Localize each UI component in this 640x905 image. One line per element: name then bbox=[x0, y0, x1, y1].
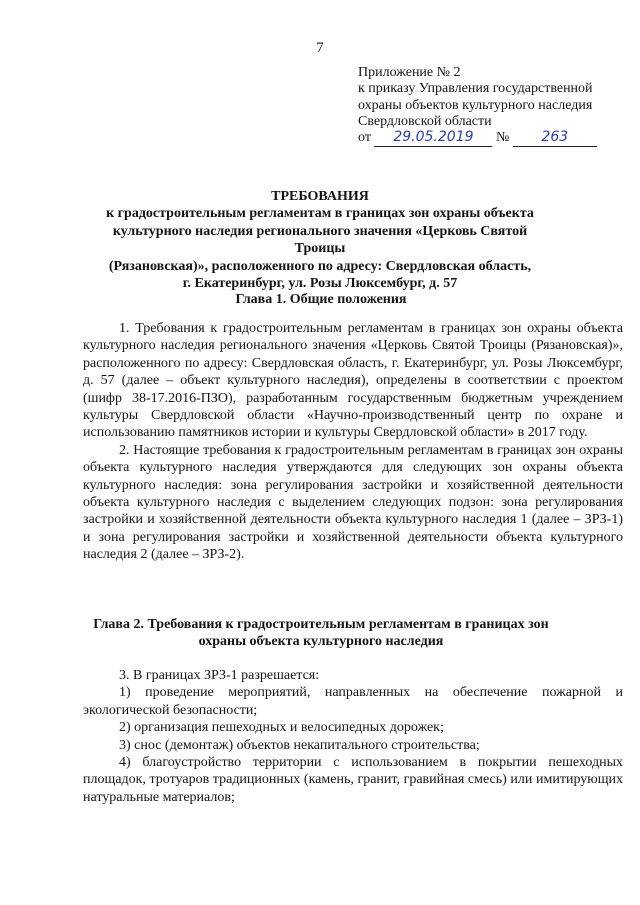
annex-line: Приложение № 2 bbox=[358, 65, 461, 80]
annex-line: охраны объектов культурного наследия bbox=[358, 97, 593, 113]
chapter2-heading-line: Глава 2. Требования к градостроительным регламентам в границах зон bbox=[93, 617, 549, 632]
title-heading: ТРЕБОВАНИЯ bbox=[271, 189, 369, 204]
handwritten-number: 263 bbox=[541, 129, 569, 146]
title-line: г. Екатеринбург, ул. Розы Люксембург, д. 57 bbox=[182, 276, 458, 292]
title-line: (Рязановская)», расположенного по адресу: Свердловская область, bbox=[108, 258, 532, 274]
list-item: 3) снос (демонтаж) объектов некапитального строительства; bbox=[119, 737, 480, 753]
list-item: 4) благоустройство территории с использованием в покрытии пешеходных площадок, тротуаров традиционных (камень, гранит, гравийная смесь) или имитирующих натуральные материалов; bbox=[83, 755, 623, 805]
date-field bbox=[374, 130, 492, 147]
list-item: 2) организация пешеходных и велосипедных дорожек; bbox=[119, 720, 444, 736]
number-field bbox=[513, 130, 597, 147]
chapter1-body bbox=[83, 320, 623, 564]
list-item: 1) проведение мероприятий, направленных на обеспечение пожарной и экологической безопасности; bbox=[83, 685, 623, 718]
number-prefix: № bbox=[495, 130, 510, 146]
annex-date-line bbox=[358, 130, 628, 147]
chapter2-heading-line: охраны объекта культурного наследия bbox=[198, 634, 444, 650]
handwritten-date: 29.05.2019 bbox=[393, 129, 474, 146]
chapter2-body bbox=[83, 667, 623, 806]
date-prefix: от bbox=[358, 130, 371, 146]
chapter1-heading: Глава 1. Общие положения bbox=[235, 292, 407, 307]
annex-line: Свердловской области bbox=[358, 113, 492, 129]
chapter2-heading bbox=[86, 616, 556, 651]
title-line: культурного наследия регионального значения «Церковь Святой Троицы bbox=[112, 223, 528, 257]
page-number: 7 bbox=[316, 40, 324, 56]
document-title bbox=[90, 188, 550, 292]
annex-line: к приказу Управления государственной bbox=[358, 81, 593, 97]
paragraph-1: 1. Требования к градостроительным регламентам в границах зон охраны объекта культурного наследия регионального значения «Церковь Святой Троицы (Рязановская)», расположенного по адресу: Свердловская область, г. Екатеринбург, ул. Розы Люксембург, д. 57 (далее – объект культурного наследия), определены в соответствии с проектом (шифр 38-17.2016-ПЗО), разработанным государственным бюджетным учреждением культуры Свердловской области «Научно-производственный центр по охране и использованию памятников истории и культуры Свердловской области» в 2017 году. bbox=[83, 321, 623, 441]
annex-block bbox=[358, 65, 628, 147]
title-line: к градостроительным регламентам в границах зон охраны объекта bbox=[106, 206, 534, 222]
paragraph-2: 2. Настоящие требования к градостроительным регламентам в границах зон охраны объекта культурного наследия утверждаются для следующих зон охраны объекта культурного наследия: зона регулирования застройки и хозяйственной деятельности объекта культурного наследия с выделением следующих подзон: зона регулирования застройки и хозяйственной деятельности объекта культурного наследия 1 (далее – ЗРЗ-1) и зона регулирования застройки и хозяйственной деятельности объекта культурного наследия 2 (далее – ЗРЗ-2). bbox=[83, 442, 623, 563]
paragraph-3: 3. В границах ЗРЗ-1 разрешается: bbox=[119, 668, 320, 683]
